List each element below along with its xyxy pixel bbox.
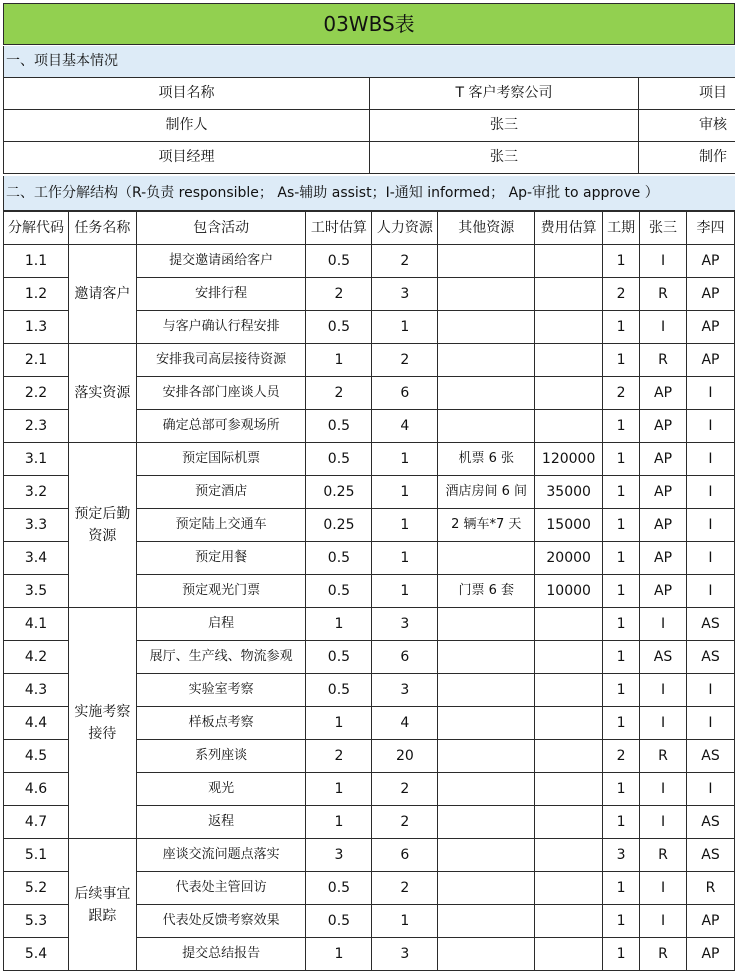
li-role-cell: I bbox=[687, 674, 735, 707]
people-cell: 2 bbox=[372, 806, 438, 839]
task-name-cell: 邀请客户 bbox=[68, 245, 136, 344]
task-name-cell: 后续事宜跟踪 bbox=[68, 839, 136, 971]
cost-cell bbox=[535, 377, 603, 410]
info-label: 项目名称 bbox=[4, 78, 370, 109]
column-header: 包含活动 bbox=[136, 212, 306, 245]
task-name-cell: 落实资源 bbox=[68, 344, 136, 443]
table-row bbox=[4, 839, 735, 872]
li-role-cell: I bbox=[687, 707, 735, 740]
li-role-cell: I bbox=[687, 773, 735, 806]
li-role-cell: I bbox=[687, 443, 735, 476]
cost-cell: 15000 bbox=[535, 509, 603, 542]
people-cell: 20 bbox=[372, 740, 438, 773]
wbs-code-cell: 2.3 bbox=[4, 410, 69, 443]
other-resource-cell bbox=[438, 377, 535, 410]
people-cell: 1 bbox=[372, 542, 438, 575]
wbs-code-cell: 4.1 bbox=[4, 608, 69, 641]
activity-cell: 代表处反馈考察效果 bbox=[136, 905, 306, 938]
duration-cell: 2 bbox=[603, 377, 640, 410]
activity-cell: 系列座谈 bbox=[136, 740, 306, 773]
zhang-role-cell: AS bbox=[640, 641, 687, 674]
activity-cell: 安排我司高层接待资源 bbox=[136, 344, 306, 377]
column-header: 李四 bbox=[687, 212, 735, 245]
people-cell: 3 bbox=[372, 938, 438, 971]
other-resource-cell bbox=[438, 905, 535, 938]
activity-cell: 展厅、生产线、物流参观 bbox=[136, 641, 306, 674]
duration-cell: 1 bbox=[603, 344, 640, 377]
other-resource-cell bbox=[438, 245, 535, 278]
duration-cell: 1 bbox=[603, 707, 640, 740]
li-role-cell: AP bbox=[687, 311, 735, 344]
cost-cell: 35000 bbox=[535, 476, 603, 509]
other-resource-cell bbox=[438, 839, 535, 872]
people-cell: 3 bbox=[372, 608, 438, 641]
duration-cell: 1 bbox=[603, 905, 640, 938]
zhang-role-cell: AP bbox=[640, 377, 687, 410]
li-role-cell: AP bbox=[687, 245, 735, 278]
duration-cell: 1 bbox=[603, 641, 640, 674]
cost-cell bbox=[535, 872, 603, 905]
zhang-role-cell: R bbox=[640, 344, 687, 377]
wbs-code-cell: 5.4 bbox=[4, 938, 69, 971]
hours-cell: 2 bbox=[306, 377, 372, 410]
cost-cell bbox=[535, 641, 603, 674]
zhang-role-cell: AP bbox=[640, 476, 687, 509]
wbs-code-cell: 5.2 bbox=[4, 872, 69, 905]
table-row bbox=[4, 245, 735, 278]
other-resource-cell bbox=[438, 674, 535, 707]
duration-cell: 3 bbox=[603, 839, 640, 872]
other-resource-cell bbox=[438, 740, 535, 773]
info-label: 项目经理 bbox=[4, 142, 370, 173]
wbs-code-cell: 4.6 bbox=[4, 773, 69, 806]
li-role-cell: I bbox=[687, 476, 735, 509]
cost-cell bbox=[535, 674, 603, 707]
zhang-role-cell: R bbox=[640, 740, 687, 773]
column-header: 张三 bbox=[640, 212, 687, 245]
duration-cell: 2 bbox=[603, 278, 640, 311]
people-cell: 1 bbox=[372, 509, 438, 542]
info-row bbox=[4, 142, 735, 174]
cost-cell bbox=[535, 245, 603, 278]
li-role-cell: AP bbox=[687, 278, 735, 311]
cost-cell bbox=[535, 773, 603, 806]
cost-cell bbox=[535, 938, 603, 971]
wbs-code-cell: 4.2 bbox=[4, 641, 69, 674]
wbs-code-cell: 5.1 bbox=[4, 839, 69, 872]
hours-cell: 0.5 bbox=[306, 872, 372, 905]
duration-cell: 1 bbox=[603, 674, 640, 707]
people-cell: 3 bbox=[372, 278, 438, 311]
duration-cell: 1 bbox=[603, 806, 640, 839]
people-cell: 2 bbox=[372, 245, 438, 278]
zhang-role-cell: I bbox=[640, 674, 687, 707]
wbs-code-cell: 4.4 bbox=[4, 707, 69, 740]
info-value: T 客户考察公司 bbox=[370, 78, 639, 109]
li-role-cell: I bbox=[687, 410, 735, 443]
wbs-code-cell: 3.1 bbox=[4, 443, 69, 476]
li-role-cell: AS bbox=[687, 839, 735, 872]
activity-cell: 预定用餐 bbox=[136, 542, 306, 575]
wbs-code-cell: 2.1 bbox=[4, 344, 69, 377]
column-header: 费用估算 bbox=[535, 212, 603, 245]
zhang-role-cell: I bbox=[640, 806, 687, 839]
hours-cell: 0.5 bbox=[306, 674, 372, 707]
table-row bbox=[4, 608, 735, 641]
other-resource-cell bbox=[438, 311, 535, 344]
hours-cell: 0.5 bbox=[306, 575, 372, 608]
duration-cell: 1 bbox=[603, 773, 640, 806]
zhang-role-cell: AP bbox=[640, 443, 687, 476]
zhang-role-cell: I bbox=[640, 773, 687, 806]
hours-cell: 0.25 bbox=[306, 476, 372, 509]
hours-cell: 3 bbox=[306, 839, 372, 872]
people-cell: 1 bbox=[372, 443, 438, 476]
duration-cell: 1 bbox=[603, 476, 640, 509]
info-right-label: 项目 bbox=[699, 85, 727, 101]
hours-cell: 0.25 bbox=[306, 509, 372, 542]
info-label: 制作人 bbox=[4, 110, 370, 141]
duration-cell: 1 bbox=[603, 575, 640, 608]
activity-cell: 预定国际机票 bbox=[136, 443, 306, 476]
activity-cell: 与客户确认行程安排 bbox=[136, 311, 306, 344]
zhang-role-cell: I bbox=[640, 872, 687, 905]
activity-cell: 安排各部门座谈人员 bbox=[136, 377, 306, 410]
sheet-title: 03WBS表 bbox=[3, 3, 735, 45]
li-role-cell: R bbox=[687, 872, 735, 905]
info-row bbox=[4, 110, 735, 142]
other-resource-cell bbox=[438, 806, 535, 839]
zhang-role-cell: AP bbox=[640, 542, 687, 575]
cost-cell bbox=[535, 839, 603, 872]
zhang-role-cell: R bbox=[640, 278, 687, 311]
cost-cell bbox=[535, 344, 603, 377]
hours-cell: 2 bbox=[306, 278, 372, 311]
other-resource-cell bbox=[438, 344, 535, 377]
hours-cell: 1 bbox=[306, 938, 372, 971]
column-header: 工期 bbox=[603, 212, 640, 245]
section-basic-info-header: 一、项目基本情况 bbox=[3, 46, 735, 78]
table-row bbox=[4, 443, 735, 476]
activity-cell: 安排行程 bbox=[136, 278, 306, 311]
info-value: 张三 bbox=[370, 142, 639, 173]
activity-cell: 提交邀请函给客户 bbox=[136, 245, 306, 278]
wbs-code-cell: 4.3 bbox=[4, 674, 69, 707]
other-resource-cell: 酒店房间 6 间 bbox=[438, 476, 535, 509]
other-resource-cell bbox=[438, 608, 535, 641]
hours-cell: 1 bbox=[306, 707, 372, 740]
activity-cell: 启程 bbox=[136, 608, 306, 641]
li-role-cell: AS bbox=[687, 608, 735, 641]
cost-cell: 20000 bbox=[535, 542, 603, 575]
duration-cell: 1 bbox=[603, 542, 640, 575]
hours-cell: 1 bbox=[306, 806, 372, 839]
zhang-role-cell: AP bbox=[640, 509, 687, 542]
li-role-cell: AS bbox=[687, 740, 735, 773]
column-header: 任务名称 bbox=[68, 212, 136, 245]
duration-cell: 1 bbox=[603, 443, 640, 476]
li-role-cell: I bbox=[687, 509, 735, 542]
wbs-code-cell: 1.2 bbox=[4, 278, 69, 311]
wbs-code-cell: 4.7 bbox=[4, 806, 69, 839]
column-header: 工时估算 bbox=[306, 212, 372, 245]
hours-cell: 0.5 bbox=[306, 245, 372, 278]
other-resource-cell bbox=[438, 872, 535, 905]
li-role-cell: AP bbox=[687, 938, 735, 971]
table-header-row bbox=[4, 212, 735, 245]
duration-cell: 1 bbox=[603, 608, 640, 641]
hours-cell: 1 bbox=[306, 773, 372, 806]
hours-cell: 0.5 bbox=[306, 905, 372, 938]
zhang-role-cell: I bbox=[640, 311, 687, 344]
cost-cell bbox=[535, 278, 603, 311]
duration-cell: 2 bbox=[603, 740, 640, 773]
zhang-role-cell: AP bbox=[640, 410, 687, 443]
wbs-code-cell: 3.5 bbox=[4, 575, 69, 608]
cost-cell bbox=[535, 608, 603, 641]
other-resource-cell bbox=[438, 773, 535, 806]
people-cell: 2 bbox=[372, 773, 438, 806]
duration-cell: 1 bbox=[603, 311, 640, 344]
activity-cell: 预定观光门票 bbox=[136, 575, 306, 608]
activity-cell: 代表处主管回访 bbox=[136, 872, 306, 905]
wbs-code-cell: 3.4 bbox=[4, 542, 69, 575]
column-header: 人力资源 bbox=[372, 212, 438, 245]
li-role-cell: AS bbox=[687, 641, 735, 674]
zhang-role-cell: R bbox=[640, 938, 687, 971]
other-resource-cell: 门票 6 套 bbox=[438, 575, 535, 608]
other-resource-cell bbox=[438, 542, 535, 575]
li-role-cell: AP bbox=[687, 905, 735, 938]
cost-cell bbox=[535, 707, 603, 740]
cost-cell bbox=[535, 740, 603, 773]
wbs-code-cell: 2.2 bbox=[4, 377, 69, 410]
task-name-cell: 预定后勤资源 bbox=[68, 443, 136, 608]
people-cell: 4 bbox=[372, 707, 438, 740]
hours-cell: 0.5 bbox=[306, 410, 372, 443]
activity-cell: 提交总结报告 bbox=[136, 938, 306, 971]
cost-cell bbox=[535, 410, 603, 443]
column-header: 其他资源 bbox=[438, 212, 535, 245]
wbs-table bbox=[3, 211, 735, 971]
cost-cell bbox=[535, 311, 603, 344]
people-cell: 1 bbox=[372, 905, 438, 938]
table-row bbox=[4, 344, 735, 377]
zhang-role-cell: I bbox=[640, 905, 687, 938]
people-cell: 6 bbox=[372, 641, 438, 674]
other-resource-cell bbox=[438, 707, 535, 740]
activity-cell: 返程 bbox=[136, 806, 306, 839]
people-cell: 2 bbox=[372, 344, 438, 377]
cost-cell bbox=[535, 806, 603, 839]
section-wbs-header: 二、工作分解结构（R-负责 responsible； As-辅助 assist；I-通知 informed； Ap-审批 to approve ） bbox=[3, 176, 735, 211]
wbs-code-cell: 1.3 bbox=[4, 311, 69, 344]
duration-cell: 1 bbox=[603, 410, 640, 443]
other-resource-cell: 机票 6 张 bbox=[438, 443, 535, 476]
activity-cell: 实验室考察 bbox=[136, 674, 306, 707]
activity-cell: 样板点考察 bbox=[136, 707, 306, 740]
task-name-cell: 实施考察接待 bbox=[68, 608, 136, 839]
hours-cell: 0.5 bbox=[306, 443, 372, 476]
li-role-cell: I bbox=[687, 542, 735, 575]
other-resource-cell bbox=[438, 410, 535, 443]
hours-cell: 1 bbox=[306, 608, 372, 641]
people-cell: 2 bbox=[372, 872, 438, 905]
people-cell: 1 bbox=[372, 476, 438, 509]
li-role-cell: AP bbox=[687, 344, 735, 377]
activity-cell: 座谈交流问题点落实 bbox=[136, 839, 306, 872]
cost-cell bbox=[535, 905, 603, 938]
hours-cell: 2 bbox=[306, 740, 372, 773]
wbs-code-cell: 4.5 bbox=[4, 740, 69, 773]
cost-cell: 120000 bbox=[535, 443, 603, 476]
other-resource-cell: 2 辆车*7 天 bbox=[438, 509, 535, 542]
people-cell: 6 bbox=[372, 839, 438, 872]
li-role-cell: AS bbox=[687, 806, 735, 839]
people-cell: 3 bbox=[372, 674, 438, 707]
activity-cell: 预定陆上交通车 bbox=[136, 509, 306, 542]
activity-cell: 确定总部可参观场所 bbox=[136, 410, 306, 443]
project-info-block bbox=[3, 78, 735, 174]
cost-cell: 10000 bbox=[535, 575, 603, 608]
hours-cell: 0.5 bbox=[306, 641, 372, 674]
wbs-code-cell: 3.3 bbox=[4, 509, 69, 542]
other-resource-cell bbox=[438, 278, 535, 311]
zhang-role-cell: R bbox=[640, 839, 687, 872]
duration-cell: 1 bbox=[603, 938, 640, 971]
duration-cell: 1 bbox=[603, 245, 640, 278]
activity-cell: 观光 bbox=[136, 773, 306, 806]
duration-cell: 1 bbox=[603, 509, 640, 542]
people-cell: 6 bbox=[372, 377, 438, 410]
info-value: 张三 bbox=[370, 110, 639, 141]
other-resource-cell bbox=[438, 641, 535, 674]
hours-cell: 1 bbox=[306, 344, 372, 377]
wbs-code-cell: 5.3 bbox=[4, 905, 69, 938]
activity-cell: 预定酒店 bbox=[136, 476, 306, 509]
li-role-cell: I bbox=[687, 377, 735, 410]
hours-cell: 0.5 bbox=[306, 542, 372, 575]
zhang-role-cell: I bbox=[640, 608, 687, 641]
other-resource-cell bbox=[438, 938, 535, 971]
li-role-cell: I bbox=[687, 575, 735, 608]
info-row bbox=[4, 78, 735, 110]
info-right-label: 制作 bbox=[699, 149, 727, 165]
people-cell: 1 bbox=[372, 311, 438, 344]
zhang-role-cell: I bbox=[640, 707, 687, 740]
wbs-code-cell: 3.2 bbox=[4, 476, 69, 509]
zhang-role-cell: AP bbox=[640, 575, 687, 608]
column-header: 分解代码 bbox=[4, 212, 69, 245]
zhang-role-cell: I bbox=[640, 245, 687, 278]
hours-cell: 0.5 bbox=[306, 311, 372, 344]
people-cell: 4 bbox=[372, 410, 438, 443]
info-right-label: 审核 bbox=[699, 117, 727, 133]
people-cell: 1 bbox=[372, 575, 438, 608]
wbs-code-cell: 1.1 bbox=[4, 245, 69, 278]
duration-cell: 1 bbox=[603, 872, 640, 905]
